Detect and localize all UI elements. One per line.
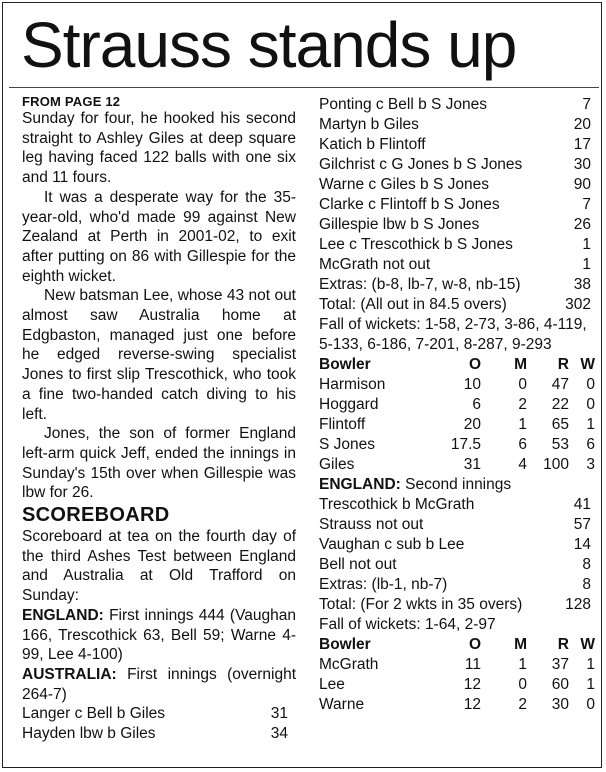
- overs: 12: [463, 696, 481, 713]
- overs: 11: [464, 656, 481, 673]
- batting-row: [319, 555, 595, 575]
- batsman-runs: 26: [573, 216, 591, 233]
- batsman-name: Lee c Trescothick b S Jones: [319, 236, 513, 253]
- england-second-text: Second innings: [405, 476, 512, 493]
- batsman-name: Bell not out: [319, 556, 397, 573]
- england-total: [319, 595, 595, 615]
- overs: 6: [472, 396, 481, 413]
- batsman-name: McGrath not out: [319, 256, 431, 273]
- england-first-text: First innings 444 (Vaughan 166, Trescothick 63, Bell 59; Warne 4-99, Lee 4-100): [22, 606, 296, 664]
- bowling-row: [319, 375, 595, 395]
- wickets: 1: [586, 656, 595, 673]
- batting-row: [319, 135, 595, 155]
- extras-runs: 8: [582, 576, 591, 593]
- australia-batting-list: [319, 95, 595, 275]
- batsman-name: Ponting c Bell b S Jones: [319, 96, 488, 113]
- batsman-runs: 1: [582, 236, 591, 253]
- scoreboard-heading: SCOREBOARD: [22, 504, 170, 527]
- overs: 17.5: [450, 436, 481, 453]
- batsman-name: Langer c Bell b Giles: [22, 705, 166, 723]
- wickets: 1: [586, 676, 595, 693]
- batsman-runs: 1: [582, 256, 591, 273]
- maidens: 1: [518, 416, 527, 433]
- batsman-name: Gilchrist c G Jones b S Jones: [319, 156, 523, 173]
- wickets: 0: [586, 696, 595, 713]
- runs: 22: [551, 396, 569, 413]
- bowler-col-header: Bowler: [319, 356, 371, 373]
- runs: 47: [551, 376, 569, 393]
- batsman-runs: 8: [582, 556, 591, 573]
- england-extras: [319, 575, 595, 595]
- overs: 31: [463, 456, 481, 473]
- total-runs: 302: [565, 296, 591, 313]
- batting-row: [319, 95, 595, 115]
- bowler-name: Flintoff: [319, 416, 366, 433]
- overs: 10: [463, 376, 481, 393]
- overs: 12: [463, 676, 481, 693]
- bowler-name: McGrath: [319, 656, 379, 673]
- batsman-runs: 34: [270, 725, 288, 743]
- bowler-name: Hoggard: [319, 396, 379, 413]
- batsman-runs: 7: [582, 96, 591, 113]
- runs: 37: [551, 656, 569, 673]
- batsman-name: Clarke c Flintoff b S Jones: [319, 196, 500, 213]
- batsman-runs: 90: [573, 176, 591, 193]
- overs-col-header: O: [468, 356, 481, 373]
- bowling-row: [319, 395, 595, 415]
- runs: 65: [551, 416, 569, 433]
- maidens: 1: [518, 656, 527, 673]
- england-label: ENGLAND:: [319, 476, 401, 493]
- extras-label: Extras: (b-8, lb-7, w-8, nb-15): [319, 276, 521, 293]
- bowler-name: Giles: [319, 456, 355, 473]
- wickets: 3: [586, 456, 595, 473]
- bowling-row: [319, 675, 595, 695]
- batsman-runs: 57: [573, 516, 591, 533]
- paragraph-1: Sunday for four, he hooked his second straight to Ashley Giles at deep square leg having faced 122 balls with one six and 11 fours.: [22, 110, 296, 187]
- batting-row: [22, 724, 296, 744]
- england-fall-of-wickets: Fall of wickets: 1-64, 2-97: [319, 616, 496, 633]
- wickets: 0: [586, 396, 595, 413]
- batsman-name: Vaughan c sub b Lee: [319, 536, 465, 553]
- bowler-name: S Jones: [319, 436, 376, 453]
- batting-row: [319, 535, 595, 555]
- runs: 30: [551, 696, 569, 713]
- batsman-name: Warne c Giles b S Jones: [319, 176, 489, 193]
- runs-col-header: R: [557, 636, 569, 653]
- maidens: 0: [518, 376, 527, 393]
- batsman-runs: 20: [573, 116, 591, 133]
- total-runs: 128: [565, 596, 591, 613]
- bowling-row: [319, 435, 595, 455]
- batting-row: [22, 704, 296, 724]
- bowler-name: Lee: [319, 676, 345, 693]
- bowler-name: Harmison: [319, 376, 386, 393]
- batting-row: [319, 195, 595, 215]
- batting-row: [319, 235, 595, 255]
- overs: 20: [463, 416, 481, 433]
- australia-label: AUSTRALIA:: [22, 665, 117, 683]
- batting-row: [319, 515, 595, 535]
- scoreboard-intro: Scoreboard at tea on the fourth day of the third Ashes Test between England and Australia at Old Trafford on Sunday:: [22, 528, 296, 605]
- batsman-runs: 31: [270, 705, 288, 723]
- maidens-col-header: M: [514, 636, 527, 653]
- bowling-row: [319, 455, 595, 475]
- batsman-runs: 30: [573, 156, 591, 173]
- extras-runs: 38: [573, 276, 591, 293]
- article-frame: [2, 2, 602, 768]
- australia-first-text: First innings (overnight 264-7): [22, 665, 296, 703]
- headline-rule: [9, 87, 599, 88]
- batsman-name: Trescothick b McGrath: [319, 496, 475, 513]
- extras-label: Extras: (lb-1, nb-7): [319, 576, 448, 593]
- wickets-col-header: W: [580, 356, 595, 373]
- total-label: Total: (For 2 wkts in 35 overs): [319, 596, 523, 613]
- maidens: 6: [518, 436, 527, 453]
- batting-row: [319, 175, 595, 195]
- batting-row: [319, 155, 595, 175]
- maidens: 2: [518, 396, 527, 413]
- runs: 100: [543, 456, 569, 473]
- runs-col-header: R: [557, 356, 569, 373]
- bowling-row: [319, 655, 595, 675]
- bowler-name: Warne: [319, 696, 365, 713]
- batsman-name: Gillespie lbw b S Jones: [319, 216, 480, 233]
- paragraph-2: It was a desperate way for the 35-year-old, who'd made 99 against New Zealand at Perth in 2001-02, to exit after putting on 86 with Gillespie for the eighth wicket.: [22, 188, 296, 285]
- wickets: 6: [586, 436, 595, 453]
- england-label: ENGLAND:: [22, 606, 104, 624]
- headline: Strauss stands up: [21, 9, 517, 81]
- wickets: 0: [586, 376, 595, 393]
- england-second-innings: [319, 475, 595, 495]
- batsman-name: Hayden lbw b Giles: [22, 725, 156, 743]
- bowling-header: [319, 355, 595, 375]
- batting-row: [319, 255, 595, 275]
- australia-fall-of-wickets: Fall of wickets: 1-58, 2-73, 3-86, 4-119, 5-133, 6-186, 7-201, 8-287, 9-293: [319, 316, 587, 353]
- bowler-col-header: Bowler: [319, 636, 371, 653]
- paragraph-4: Jones, the son of former England left-arm quick Jeff, ended the innings in Sunday's 15th over when Gillespie was lbw for 26.: [22, 425, 296, 502]
- runs: 60: [551, 676, 569, 693]
- australia-extras: [319, 275, 595, 295]
- england-first-innings: [22, 606, 296, 665]
- bowling-row: [319, 695, 595, 715]
- batting-row: [319, 495, 595, 515]
- batsman-name: Strauss not out: [319, 516, 424, 533]
- overs-col-header: O: [468, 636, 481, 653]
- runs: 53: [551, 436, 569, 453]
- batsman-runs: 14: [573, 536, 591, 553]
- paragraph-3: New batsman Lee, whose 43 not out almost saw Australia home at Edgbaston, managed just one before he edged reverse-swing specialist Jones to first slip Trescothick, who took a fine two-handed catch diving to his left.: [22, 287, 296, 423]
- wickets: 1: [586, 416, 595, 433]
- australia-total: [319, 295, 595, 315]
- batting-row: [319, 115, 595, 135]
- maidens: 4: [518, 456, 527, 473]
- batsman-name: Katich b Flintoff: [319, 136, 426, 153]
- kicker: FROM PAGE 12: [22, 94, 121, 109]
- batsman-runs: 7: [582, 196, 591, 213]
- maidens: 2: [518, 696, 527, 713]
- batsman-name: Martyn b Giles: [319, 116, 419, 133]
- right-column: [319, 95, 595, 715]
- maidens-col-header: M: [514, 356, 527, 373]
- batsman-runs: 41: [573, 496, 591, 513]
- bowling-header: [319, 635, 595, 655]
- australia-first-innings: [22, 665, 296, 704]
- bowling-row: [319, 415, 595, 435]
- batsman-runs: 17: [573, 136, 591, 153]
- total-label: Total: (All out in 84.5 overs): [319, 296, 507, 313]
- batting-row: [319, 215, 595, 235]
- maidens: 0: [518, 676, 527, 693]
- left-column: [22, 95, 296, 744]
- wickets-col-header: W: [580, 636, 595, 653]
